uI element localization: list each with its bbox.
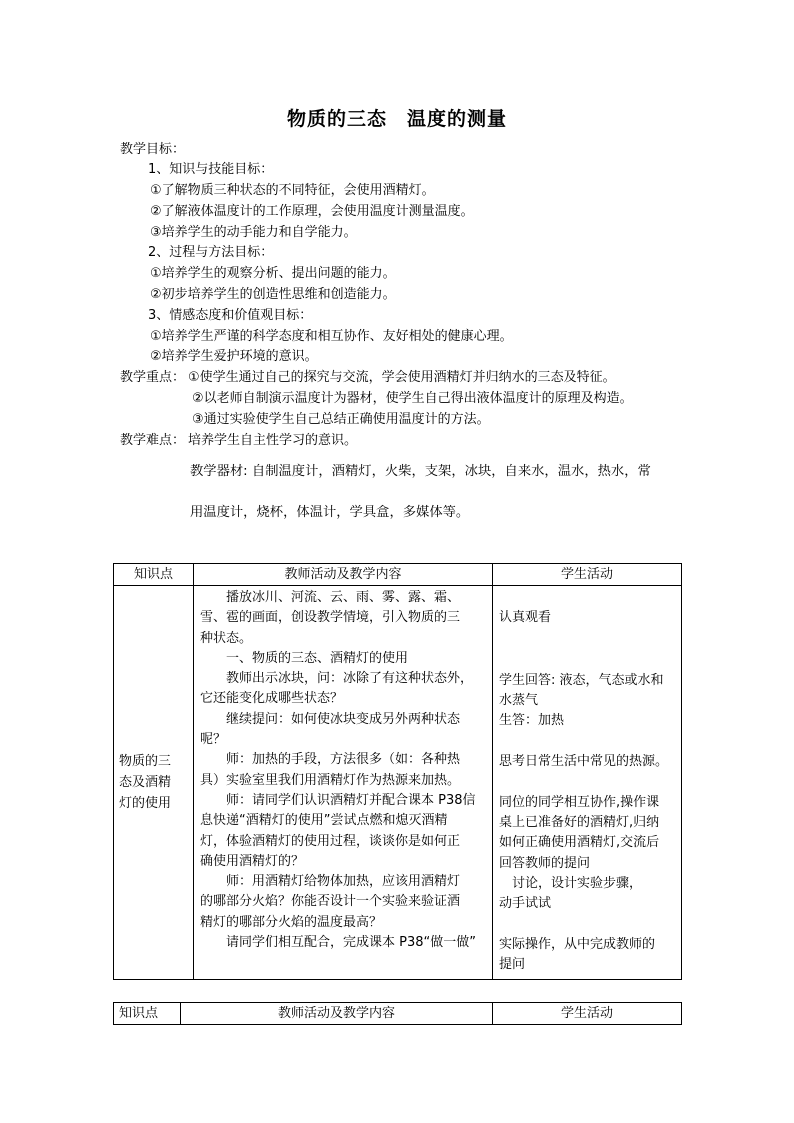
key-point-item: ①使学生通过自己的探究与交流，学会使用酒精灯并归纳水的三态及特征。 [188,370,616,385]
teacher-cell [194,586,493,980]
teacher-line: 精灯的哪部分火焰的温度最高？ [200,914,383,930]
key-points-label: 教学重点： [120,370,186,385]
teacher-line: 具）实验室里我们用酒精灯作为热源来加热。 [200,772,461,788]
teacher-line: 教师出示冰块，问：冰除了有这种状态外， [200,671,474,687]
teacher-line: 一、物质的三态、酒精灯的使用 [200,650,409,666]
difficulty-label: 教学难点： [120,433,186,448]
student-line [499,914,679,934]
topic-line: 态及酒精 [119,775,172,790]
emotion-heading: 3、情感态度和价值观目标： [148,308,313,323]
teacher-line: 师：用酒精灯给物体加热，应该用酒精灯 [200,874,461,890]
student-cell [493,586,682,980]
page-title: 物质的三态 温度的测量 [286,108,507,130]
student-line [499,628,679,648]
knowledge-item: ③培养学生的动手能力和自学能力。 [150,225,357,240]
student-line [499,649,679,669]
student-line: 同位的同学相互协作,操作课 [499,794,660,810]
student-line: 思考日常生活中常见的热源。 [499,754,669,770]
knowledge-heading: 1、知识与技能目标： [148,162,274,177]
header-teacher: 教师活动及教学内容 [194,564,493,586]
student-line: 学生回答: 液态，气态或水和 [499,672,664,688]
teacher-line: 师：加热的手段，方法很多（如：各种热 [200,752,461,768]
student-line: 认真观看 [499,610,552,625]
topic-line: 物质的三 [119,754,172,769]
equipment-line: 教学器材: 自制温度计，酒精灯，火柴，支架，冰块，自来水，温水，热水，常 [190,464,651,479]
student-line: 提问 [499,957,526,973]
knowledge-item: ②了解液体温度计的工作原理，会使用温度计测量温度。 [150,204,474,219]
lesson-table [113,563,682,980]
process-heading: 2、过程与方法目标： [148,245,274,260]
teacher-line: 雪、雹的画面，创设教学情境，引入物质的三 [200,610,461,626]
teacher-line: 请同学们相互配合，完成课本 P38“做一做” [200,935,476,951]
teacher-line: 它还能变化成哪些状态？ [200,691,344,707]
teacher-line: 继续提问：如何使冰块变成另外两种状态 [200,711,461,727]
header-teacher: 教师活动及教学内容 [181,1003,493,1025]
student-line: 水蒸气 [499,693,539,709]
topic-line: 灯的使用 [119,796,172,811]
student-line: 生答：加热 [499,713,565,729]
teacher-line: 的哪部分火焰？你能否设计一个实验来验证酒 [200,894,461,910]
key-point-item: ②以老师自制演示温度计为器材，使学生自己得出液体温度计的原理及构造。 [192,391,633,406]
student-line: 桌上已准备好的酒精灯,归纳 [499,814,660,830]
emotion-item: ①培养学生严谨的科学态度和相互协作、友好相处的健康心理。 [150,329,513,344]
student-line: 如何正确使用酒精灯,交流后 [499,835,660,851]
header-topic: 知识点 [114,564,194,586]
topic-cell [114,586,194,980]
header-student: 学生活动 [493,564,682,586]
header-student: 学生活动 [493,1003,682,1025]
student-line: 动手试试 [499,896,552,912]
student-line: 回答教师的提问 [499,855,591,871]
teacher-line: 种状态。 [200,630,253,646]
teacher-line: 师：请同学们认识酒精灯并配合课本 P38信 [200,792,476,808]
teacher-line: 确使用酒精灯的？ [200,853,305,869]
student-line [499,772,679,792]
equipment-line: 用温度计，烧杯，体温计，学具盒，多媒体等。 [190,505,470,520]
difficulty-text: 培养学生自主性学习的意识。 [188,433,358,448]
emotion-item: ②培养学生爱护环境的意识。 [150,349,318,364]
teacher-line: 息快递“酒精灯的使用”尝试点燃和熄灭酒精 [200,813,448,829]
teacher-line: 灯，体验酒精灯的使用过程，谈谈你是如何正 [200,833,461,849]
lesson-table-continued [113,1002,682,1025]
student-line [499,732,679,752]
objectives-heading: 教学目标： [120,142,186,157]
key-point-item: ③通过实验使学生自己总结正确使用温度计的方法。 [192,412,490,427]
teacher-line: 播放冰川、河流、云、雨、雾、露、霜、 [200,590,461,605]
header-topic: 知识点 [114,1003,181,1025]
student-line: 讨论，设计实验步骤， [499,875,643,891]
teacher-line: 呢？ [200,732,227,748]
knowledge-item: ①了解物质三种状态的不同特征，会使用酒精灯。 [150,183,435,198]
process-item: ①培养学生的观察分析、提出问题的能力。 [150,266,396,281]
student-line: 实际操作，从中完成教师的 [499,936,656,952]
process-item: ②初步培养学生的创造性思维和创造能力。 [150,287,396,302]
